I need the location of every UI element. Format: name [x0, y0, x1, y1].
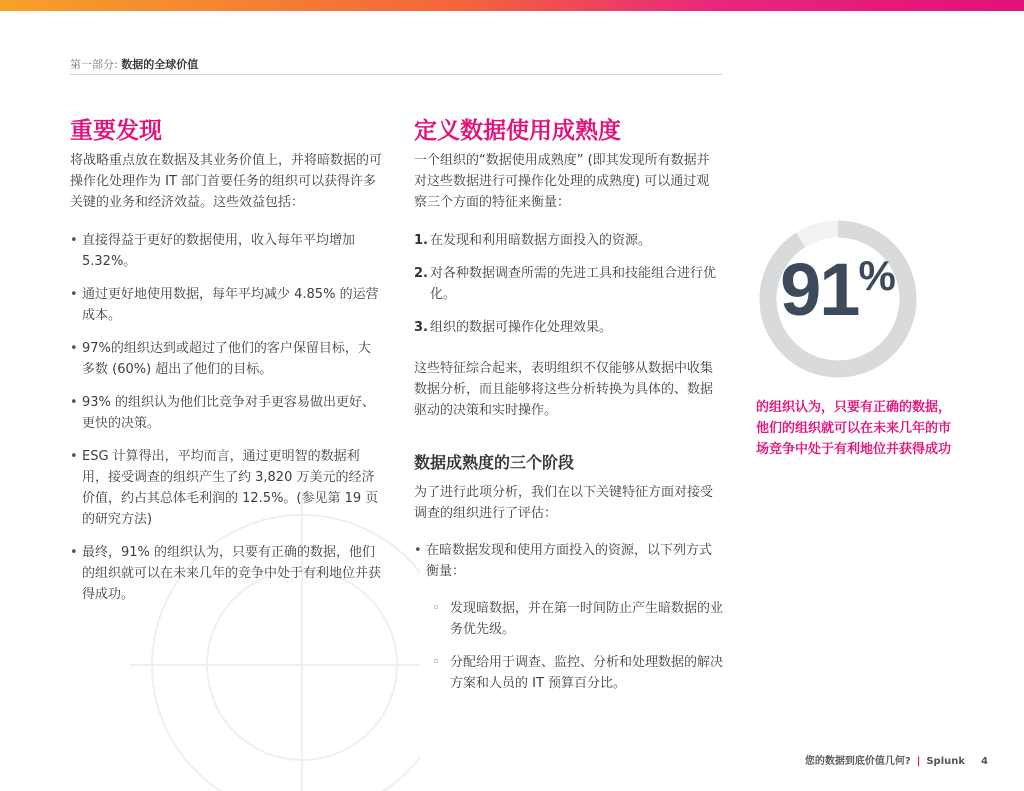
- numbered-item: [414, 317, 722, 338]
- maturity-intro: 一个组织的“数据使用成熟度” (即其发现所有数据并对这些数据进行可操作化处理的成熟度) 可以通过观察三个方面的特征来衡量：: [414, 153, 710, 210]
- sub-list-item: ◦ 发现暗数据，并在第一时间防止产生暗数据的业务优先级。: [432, 598, 724, 640]
- list-item: • 最终，91% 的组织认为，只要有正确的数据，他们的组织就可以在未来几年的竞争中处于有利地位并获得成功。: [70, 542, 382, 605]
- list-item: • 在暗数据发现和使用方面投入的资源，以下列方式衡量：: [414, 540, 722, 582]
- list-item: • 通过更好地使用数据，每年平均减少 4.85% 的运营成本。: [70, 284, 382, 326]
- maturity-numbered-list: [414, 230, 722, 350]
- item-number: 1.: [414, 233, 428, 248]
- stat-number: 91: [780, 248, 859, 331]
- sub-list-item: ◦ 分配给用于调查、监控、分析和处理数据的解决方案和人员的 IT 预算百分比。: [432, 652, 724, 694]
- three-stages-paragraph: 为了进行此项分析，我们在以下关键特征方面对接受调查的组织进行了评估：: [414, 485, 714, 521]
- numbered-item: [414, 230, 722, 251]
- stages-sub-bullet-list: [432, 598, 724, 706]
- header-divider: [70, 74, 722, 75]
- stat-caption: 的组织认为，只要有正确的数据，他们的组织就可以在未来几年的市场竞争中处于有利地位并获得成功: [756, 400, 952, 457]
- section-prefix: 第一部分:: [70, 58, 118, 71]
- page-number: 4: [981, 756, 988, 767]
- item-text: 在发现和利用暗数据方面投入的资源。: [430, 233, 652, 248]
- item-text: 组织的数据可操作化处理效果。: [430, 320, 613, 335]
- item-text: 对各种数据调查所需的先进工具和技能组合进行优化。: [430, 266, 717, 302]
- list-item: • ESG 计算得出，平均而言，通过更明智的数据利用，接受调查的组织产生了约 3,820 万美元的经济价值，约占其总体毛利润的 12.5%。(参见第 19 页的研究方法): [70, 446, 382, 530]
- maturity-paragraph: 这些特征综合起来，表明组织不仅能够从数据中收集数据分析，而且能够将这些分析转换为具体的、数据驱动的决策和实时操作。: [414, 361, 714, 418]
- section-title: 数据的全球价值: [121, 58, 199, 71]
- list-item: • 直接得益于更好的数据使用，收入每年平均增加 5.32%。: [70, 230, 382, 272]
- page-footer: [805, 752, 988, 767]
- key-findings-list: [70, 230, 382, 617]
- footer-brand: Splunk: [926, 756, 966, 767]
- stat-value: [759, 250, 917, 330]
- three-stages-title: 数据成熟度的三个阶段: [414, 453, 575, 472]
- maturity-title: 定义数据使用成熟度: [414, 118, 621, 144]
- item-number: 3.: [414, 320, 428, 335]
- top-gradient-bar: [0, 0, 1024, 11]
- key-findings-intro: 将战略重点放在数据及其业务价值上，并将暗数据的可操作化处理作为 IT 部门首要任务的组织可以获得许多关键的业务和经济效益。这些效益包括：: [70, 153, 383, 210]
- section-label: [70, 56, 198, 72]
- key-findings-title: 重要发现: [70, 118, 162, 144]
- list-item: • 97%的组织达到或超过了他们的客户保留目标，大多数 (60%) 超出了他们的目标。: [70, 338, 382, 380]
- stat-unit: %: [858, 252, 896, 299]
- list-item: • 93% 的组织认为他们比竞争对手更容易做出更好、更快的决策。: [70, 392, 382, 434]
- numbered-item: [414, 263, 722, 305]
- footer-title: 您的数据到底价值几何?: [804, 756, 911, 767]
- stages-bullet-list: [414, 540, 722, 582]
- footer-separator: |: [916, 756, 921, 767]
- item-number: 2.: [414, 266, 428, 281]
